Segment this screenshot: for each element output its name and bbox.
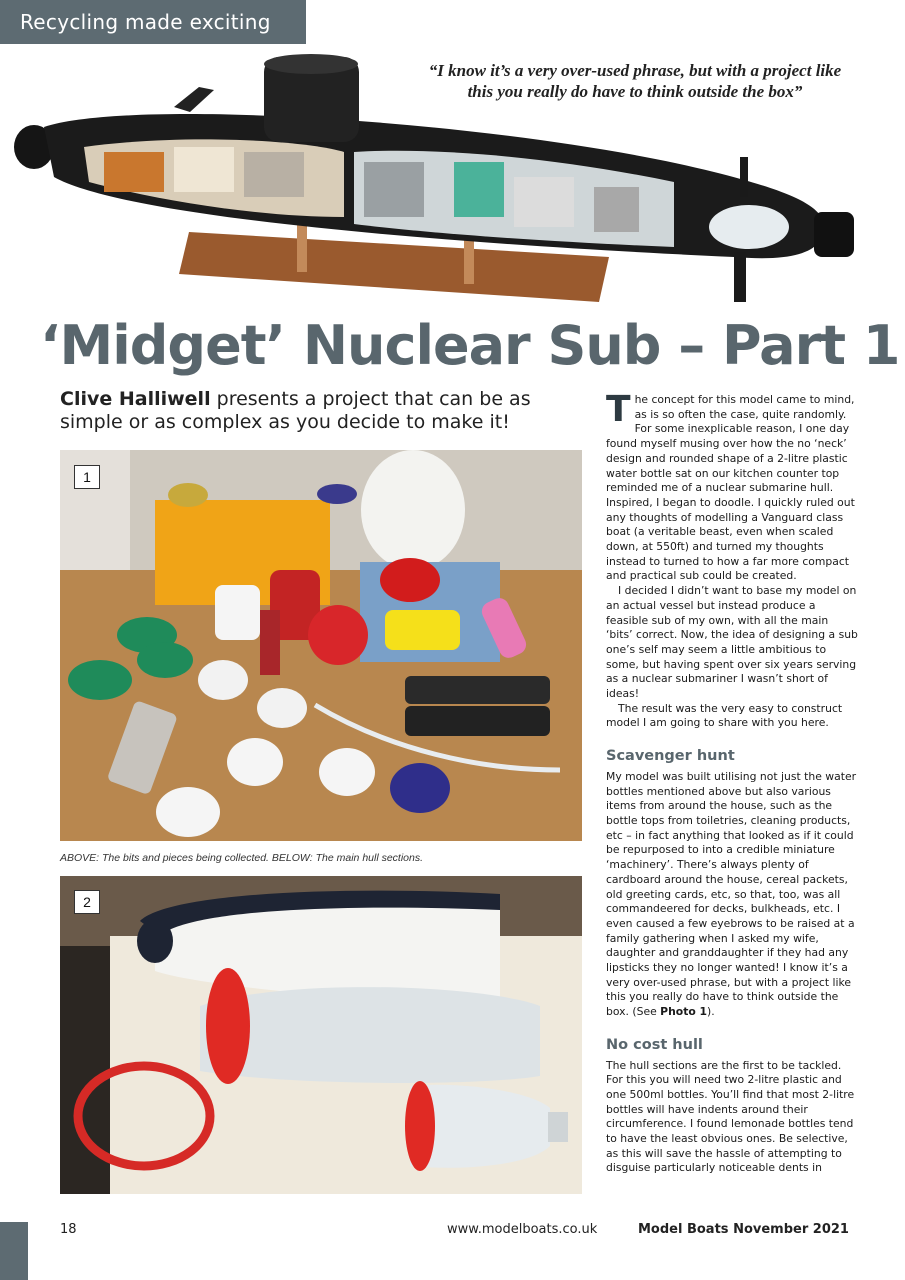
page-number: 18 <box>60 1222 77 1237</box>
article-body <box>606 389 858 1176</box>
photo-1-number: 1 <box>74 465 100 489</box>
body-paragraph: The result was the very easy to construct model I am going to share with you here. <box>606 701 843 730</box>
author-name: Clive Halliwell <box>60 388 211 410</box>
photo-2 <box>60 876 582 1194</box>
bottle-tops-photo <box>60 450 582 841</box>
article-headline: ‘Midget’ Nuclear Sub – Part 1 <box>40 314 900 377</box>
paragraph-4-text: My model was built utilising not just the water bottles mentioned above but also various items from around the house, such as the bottle tops from toiletries, cleaning products, etc – in fact anything that looked as if it could be repurposed to into a credible miniature ‘machinery’. There’s always plenty of cardboard around the house, cereal packets, old greeting cards, etc, so that, too, was all commandeered for decks, bulkheads, etc. I even caused a few eyebrows to be raised at a family gathering when I asked my wife, daughter and granddaughter if they had any lipsticks they no longer wanted! I know it’s a very over-used phrase, but with a project like this you really do have to think outside the box. (See <box>606 769 857 1019</box>
standfirst <box>60 388 588 434</box>
footer-accent-bar <box>0 1222 28 1280</box>
footer-website-link[interactable]: www.modelboats.co.uk <box>447 1222 598 1237</box>
photo-reference: Photo 1 <box>660 1005 708 1019</box>
photo-2-number: 2 <box>74 890 100 914</box>
pull-quote: “I know it’s a very over-used phrase, but with a project like this you really do have to think outside the box” <box>428 61 842 101</box>
body-paragraph <box>606 389 858 584</box>
photo-caption: ABOVE: The bits and pieces being collected. BELOW: The main hull sections. <box>60 852 424 864</box>
body-paragraph: The hull sections are the first to be tackled. For this you will need two 2-litre plastic and one 500ml bottles. You’ll find that most 2-litre bottles will have indents around their circumference. I found lemonade bottles tend to have the least obvious ones. Be selective, as this will save the hassle of attempting to disguise particularly noticeable dents in <box>606 1058 855 1175</box>
body-paragraph: I decided I didn’t want to base my model on an actual vessel but instead produce a feasible sub of my own, with all the main ‘bits’ correct. Now, the idea of designing a sub one’s self may seem a little ambitious to some, but having spent over six years serving as a nuclear submariner I wasn’t short of ideas! <box>606 584 858 701</box>
paragraph-4-end: ). <box>707 1005 715 1019</box>
photo-1 <box>60 450 582 841</box>
footer-magazine-issue: Model Boats November 2021 <box>638 1222 849 1237</box>
drop-cap: T <box>606 389 631 430</box>
body-paragraph <box>606 770 858 1020</box>
hull-sections-photo <box>60 876 582 1194</box>
section-tab: Recycling made exciting <box>0 0 306 44</box>
standfirst-text: presents a project that can be as simple or as complex as you decide to make it! <box>60 388 531 433</box>
subhead-no-cost-hull: No cost hull <box>606 1036 703 1053</box>
paragraph-1-text: he concept for this model came to mind, as is so often the case, quite randomly. For some inexplicable reason, I one day found myself musing over how the no ‘neck’ design and rounded shape of a 2-litre plastic water bottle sat on our kitchen counter top reminded me of a nuclear submarine hull. Inspired, I began to doodle. I quickly ruled out any thoughts of modelling a Vanguard class boat (a veritable beast, even when scaled down, at 550ft) and turned my thoughts instead to turned to how a far more compact and practical sub could be created. <box>606 393 855 583</box>
subhead-scavenger-hunt: Scavenger hunt <box>606 748 735 765</box>
